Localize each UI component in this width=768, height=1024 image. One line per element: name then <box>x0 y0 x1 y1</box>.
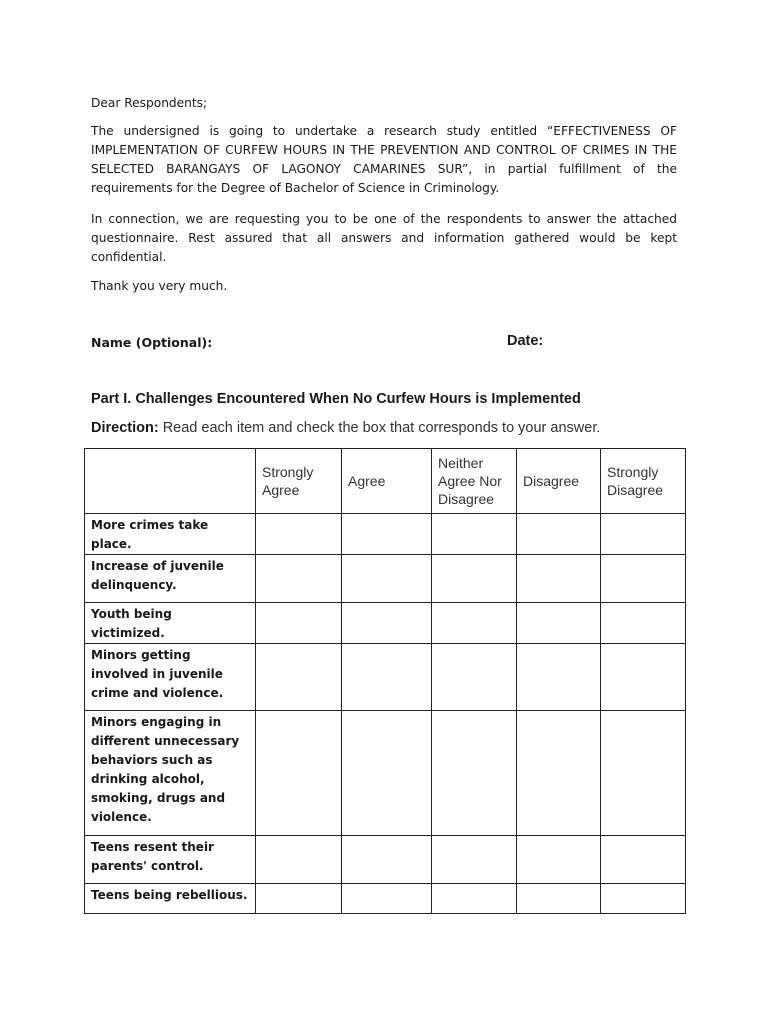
answer-cell[interactable] <box>517 555 601 603</box>
answer-cell[interactable] <box>517 644 601 711</box>
answer-cell[interactable] <box>601 884 686 914</box>
answer-cell[interactable] <box>342 603 432 644</box>
row-item: Increase of juvenile delinquency. <box>85 555 256 603</box>
answer-cell[interactable] <box>517 711 601 836</box>
table-row <box>85 555 686 603</box>
answer-cell[interactable] <box>342 555 432 603</box>
row-item: Teens resent their parents' control. <box>85 836 256 884</box>
answer-cell[interactable] <box>601 514 686 555</box>
answer-cell[interactable] <box>601 603 686 644</box>
intro-paragraph: The undersigned is going to undertake a research study entitled “EFFECTIVENESS OF IMPLEMENTATION OF CURFEW HOURS IN THE PREVENTION AND CONTROL OF CRIMES IN THE SELECTED BARANGAYS OF LAGONOY CAMARINES SUR”, in partial fulfillment of the requirements for the Degree of Bachelor of Science in Criminology. <box>91 124 677 195</box>
answer-cell[interactable] <box>256 555 342 603</box>
row-item: More crimes take place. <box>85 514 256 555</box>
table-row <box>85 711 686 836</box>
answer-cell[interactable] <box>342 884 432 914</box>
answer-cell[interactable] <box>256 711 342 836</box>
answer-cell[interactable] <box>432 514 517 555</box>
closing-line: Thank you very much. <box>91 279 228 293</box>
row-item: Minors engaging in different unnecessary behaviors such as drinking alcohol, smoking, drugs and violence. <box>85 711 256 836</box>
table-row <box>85 514 686 555</box>
answer-cell[interactable] <box>517 884 601 914</box>
request-paragraph: In connection, we are requesting you to be one of the respondents to answer the attached questionnaire. Rest assured that all answers and information gathered would be kept confidential. <box>91 212 677 264</box>
answer-cell[interactable] <box>342 514 432 555</box>
table-row <box>85 603 686 644</box>
header-agree: Agree <box>342 449 432 514</box>
header-strongly-disagree: Strongly Disagree <box>601 449 686 514</box>
header-disagree: Disagree <box>517 449 601 514</box>
answer-cell[interactable] <box>432 603 517 644</box>
answer-cell[interactable] <box>256 836 342 884</box>
answer-cell[interactable] <box>342 836 432 884</box>
answer-cell[interactable] <box>256 603 342 644</box>
part-title: Part I. Challenges Encountered When No Curfew Hours is Implemented <box>91 391 581 407</box>
answer-cell[interactable] <box>517 603 601 644</box>
answer-cell[interactable] <box>432 711 517 836</box>
answer-cell[interactable] <box>432 555 517 603</box>
date-label: Date: <box>507 333 544 349</box>
answer-cell[interactable] <box>256 514 342 555</box>
answer-cell[interactable] <box>517 514 601 555</box>
answer-cell[interactable] <box>432 836 517 884</box>
row-item: Minors getting involved in juvenile crime and violence. <box>85 644 256 711</box>
survey-table <box>84 448 686 914</box>
answer-cell[interactable] <box>601 836 686 884</box>
table-row <box>85 644 686 711</box>
answer-cell[interactable] <box>432 644 517 711</box>
table-row <box>85 884 686 914</box>
answer-cell[interactable] <box>256 644 342 711</box>
answer-cell[interactable] <box>601 555 686 603</box>
header-strongly-agree: Strongly Agree <box>256 449 342 514</box>
answer-cell[interactable] <box>601 644 686 711</box>
direction-line <box>91 420 600 436</box>
answer-cell[interactable] <box>342 711 432 836</box>
answer-cell[interactable] <box>517 836 601 884</box>
salutation: Dear Respondents; <box>91 96 208 110</box>
table-row <box>85 836 686 884</box>
answer-cell[interactable] <box>432 884 517 914</box>
row-item: Youth being victimized. <box>85 603 256 644</box>
answer-cell[interactable] <box>256 884 342 914</box>
header-row <box>85 449 686 514</box>
direction-text: Read each item and check the box that corresponds to your answer. <box>158 420 601 436</box>
direction-label: Direction: <box>91 420 159 436</box>
answer-cell[interactable] <box>601 711 686 836</box>
row-item: Teens being rebellious. <box>85 884 256 914</box>
name-label: Name (Optional): <box>91 335 213 350</box>
answer-cell[interactable] <box>342 644 432 711</box>
header-blank <box>85 449 256 514</box>
header-neither: Neither Agree Nor Disagree <box>432 449 517 514</box>
